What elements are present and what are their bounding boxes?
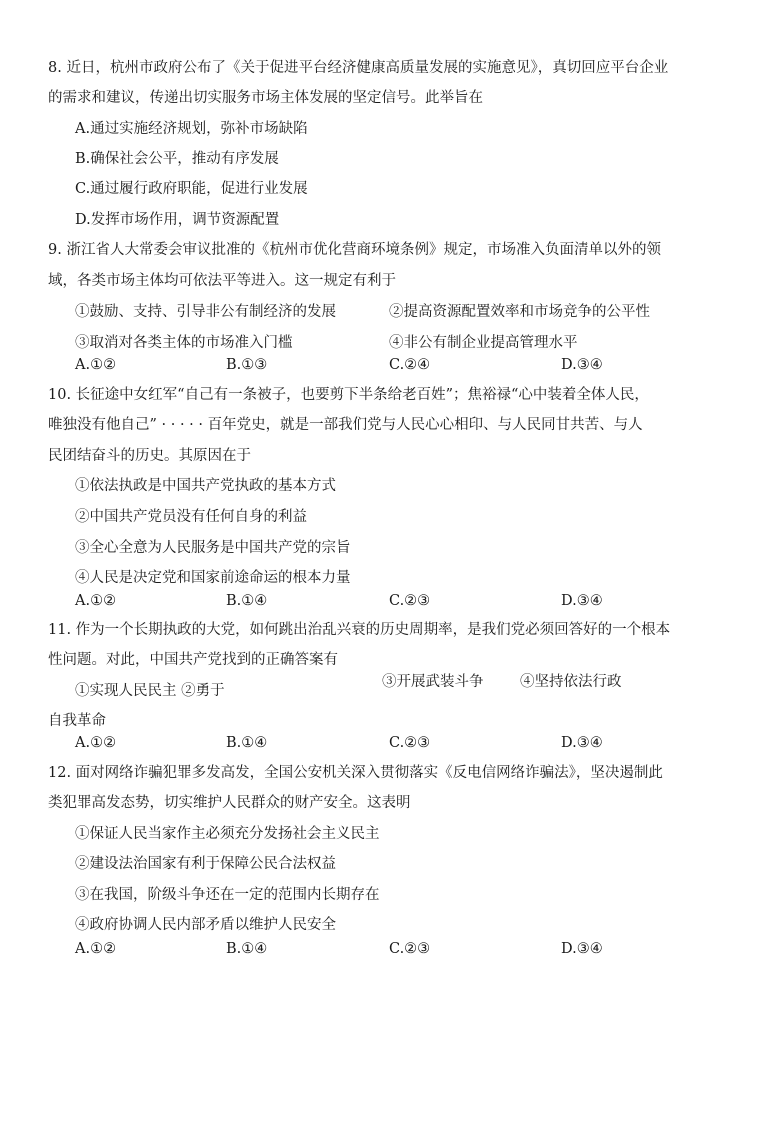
question-stem-line: 唯独没有他自己” · · · · · 百年党史，就是一部我们党与人民心心相印、与人民同甘共苦、与人 xyxy=(48,417,643,433)
answer-c: C.②③ xyxy=(389,593,431,609)
statement-2-continued: 自我革命 xyxy=(48,713,106,729)
answer-b: B.①③ xyxy=(226,357,268,373)
statement-3: ③取消对各类主体的市场准入门槛 xyxy=(75,335,293,351)
answer-d: D.③④ xyxy=(561,735,603,751)
answer-c: C.②③ xyxy=(389,735,431,751)
question-stem-line: 10. 长征途中女红军“自己有一条被子，也要剪下半条给老百姓”；焦裕禄“心中装着全体人民， xyxy=(48,387,649,403)
question-stem-line: 8. 近日，杭州市政府公布了《关于促进平台经济健康高质量发展的实施意见》，真切回应平台企业 xyxy=(48,60,669,76)
statement-1-2: ①实现人民民主 ②勇于 xyxy=(75,683,225,699)
option-a: A.通过实施经济规划，弥补市场缺陷 xyxy=(75,121,308,137)
question-stem-line: 域，各类市场主体均可依法平等进入。这一规定有利于 xyxy=(48,273,396,289)
statement-2: ②建设法治国家有利于保障公民合法权益 xyxy=(75,856,336,872)
answer-d: D.③④ xyxy=(561,357,603,373)
statement-1: ①保证人民当家作主必须充分发扬社会主义民主 xyxy=(75,826,380,842)
question-stem-line: 民团结奋斗的历史。其原因在于 xyxy=(48,448,251,464)
option-c: C.通过履行政府职能，促进行业发展 xyxy=(75,181,308,197)
statement-3: ③在我国，阶级斗争还在一定的范围内长期存在 xyxy=(75,887,380,903)
statement-3: ③全心全意为人民服务是中国共产党的宗旨 xyxy=(75,540,351,556)
answer-d: D.③④ xyxy=(561,941,603,957)
question-stem-line: 12. 面对网络诈骗犯罪多发高发，全国公安机关深入贯彻落实《反电信网络诈骗法》，坚决遏制此 xyxy=(48,765,663,781)
answer-d: D.③④ xyxy=(561,593,603,609)
question-stem-line: 11. 作为一个长期执政的大党，如何跳出治乱兴衰的历史周期率，是我们党必须回答好的一个根本 xyxy=(48,622,671,638)
statement-1: ①依法执政是中国共产党执政的基本方式 xyxy=(75,478,336,494)
question-stem-line: 性问题。对此，中国共产党找到的正确答案有 xyxy=(48,652,338,668)
question-stem-line: 9. 浙江省人大常委会审议批准的《杭州市优化营商环境条例》规定，市场准入负面清单以外的领 xyxy=(48,242,661,258)
answer-c: C.②④ xyxy=(389,357,431,373)
answer-b: B.①④ xyxy=(226,735,268,751)
answer-c: C.②③ xyxy=(389,941,431,957)
question-stem-line: 类犯罪高发态势，切实维护人民群众的财产安全。这表明 xyxy=(48,795,411,811)
statement-1: ①鼓励、支持、引导非公有制经济的发展 xyxy=(75,304,336,320)
statement-2: ②提高资源配置效率和市场竞争的公平性 xyxy=(389,304,650,320)
statement-4: ④坚持依法行政 xyxy=(520,674,622,690)
statement-4: ④人民是决定党和国家前途命运的根本力量 xyxy=(75,570,351,586)
statement-4: ④非公有制企业提高管理水平 xyxy=(389,335,578,351)
answer-a: A.①② xyxy=(75,357,117,373)
answer-b: B.①④ xyxy=(226,593,268,609)
statement-3: ③开展武装斗争 xyxy=(382,674,484,690)
answer-a: A.①② xyxy=(75,941,117,957)
option-d: D.发挥市场作用，调节资源配置 xyxy=(75,212,280,228)
question-stem-line: 的需求和建议，传递出切实服务市场主体发展的坚定信号。此举旨在 xyxy=(48,90,483,106)
answer-a: A.①② xyxy=(75,735,117,751)
answer-b: B.①④ xyxy=(226,941,268,957)
statement-4: ④政府协调人民内部矛盾以维护人民安全 xyxy=(75,917,336,933)
answer-a: A.①② xyxy=(75,593,117,609)
statement-2: ②中国共产党员没有任何自身的利益 xyxy=(75,509,307,525)
option-b: B.确保社会公平，推动有序发展 xyxy=(75,151,279,167)
